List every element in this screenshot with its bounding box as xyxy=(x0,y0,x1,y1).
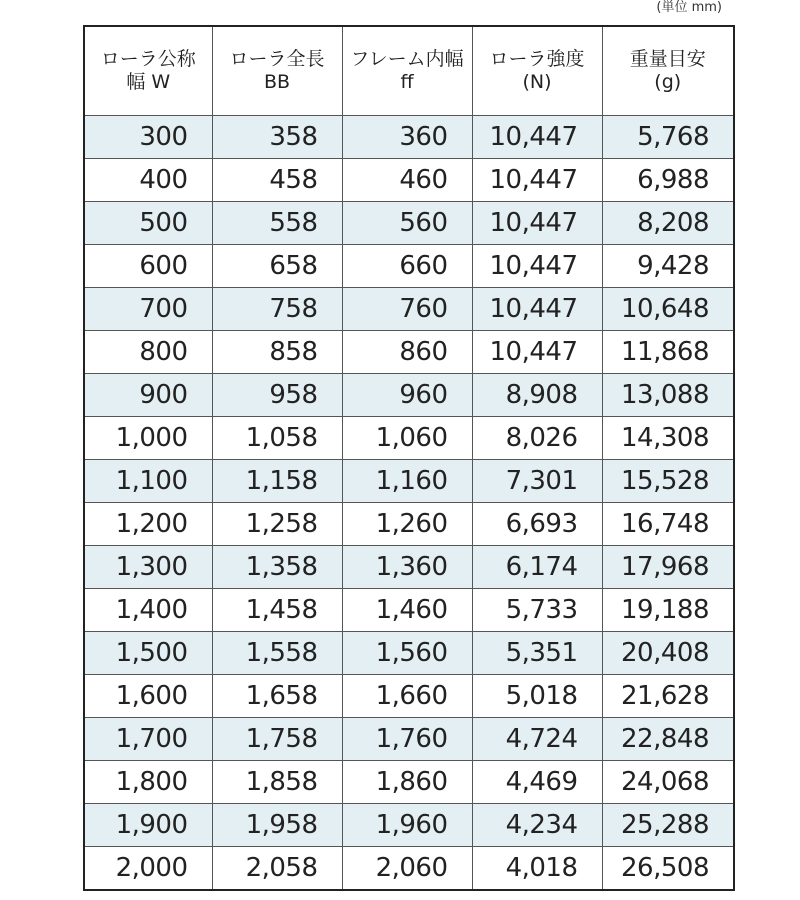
header-roller-strength xyxy=(472,26,602,116)
header-nominal-width-line1: ローラ公称 xyxy=(100,48,196,70)
cell-roller-length: 958 xyxy=(212,374,342,417)
cell-frame-inner-width: 860 xyxy=(342,331,472,374)
cell-roller-strength: 4,469 xyxy=(472,761,602,804)
cell-nominal-width: 1,600 xyxy=(84,675,212,718)
cell-weight-estimate: 5,768 xyxy=(602,116,734,159)
cell-weight-estimate: 19,188 xyxy=(602,589,734,632)
cell-frame-inner-width: 560 xyxy=(342,202,472,245)
cell-weight-estimate: 20,408 xyxy=(602,632,734,675)
cell-roller-strength: 5,351 xyxy=(472,632,602,675)
cell-roller-length: 658 xyxy=(212,245,342,288)
cell-nominal-width: 700 xyxy=(84,288,212,331)
cell-weight-estimate: 11,868 xyxy=(602,331,734,374)
cell-weight-estimate: 13,088 xyxy=(602,374,734,417)
cell-frame-inner-width: 1,160 xyxy=(342,460,472,503)
cell-nominal-width: 800 xyxy=(84,331,212,374)
cell-frame-inner-width: 1,660 xyxy=(342,675,472,718)
table-row xyxy=(84,589,734,632)
header-roller-length-line2: BB xyxy=(263,71,291,93)
table-row xyxy=(84,675,734,718)
cell-roller-length: 858 xyxy=(212,331,342,374)
cell-weight-estimate: 8,208 xyxy=(602,202,734,245)
cell-frame-inner-width: 1,260 xyxy=(342,503,472,546)
table-row xyxy=(84,288,734,331)
cell-roller-length: 1,758 xyxy=(212,718,342,761)
cell-roller-strength: 4,018 xyxy=(472,847,602,891)
cell-roller-length: 1,358 xyxy=(212,546,342,589)
table-row xyxy=(84,460,734,503)
cell-weight-estimate: 6,988 xyxy=(602,159,734,202)
table-row xyxy=(84,718,734,761)
header-roller-strength-line2: (N) xyxy=(522,71,552,93)
table-row xyxy=(84,116,734,159)
cell-roller-length: 558 xyxy=(212,202,342,245)
cell-nominal-width: 1,400 xyxy=(84,589,212,632)
cell-nominal-width: 2,000 xyxy=(84,847,212,891)
table-row xyxy=(84,417,734,460)
cell-frame-inner-width: 660 xyxy=(342,245,472,288)
cell-weight-estimate: 25,288 xyxy=(602,804,734,847)
cell-roller-length: 758 xyxy=(212,288,342,331)
header-nominal-width-line2: 幅 W xyxy=(126,71,171,93)
cell-roller-length: 1,658 xyxy=(212,675,342,718)
cell-roller-strength: 4,234 xyxy=(472,804,602,847)
cell-nominal-width: 400 xyxy=(84,159,212,202)
cell-roller-length: 1,058 xyxy=(212,417,342,460)
cell-roller-length: 1,258 xyxy=(212,503,342,546)
table-row xyxy=(84,847,734,891)
table-row xyxy=(84,804,734,847)
table-row xyxy=(84,546,734,589)
cell-roller-strength: 5,018 xyxy=(472,675,602,718)
cell-roller-strength: 8,026 xyxy=(472,417,602,460)
cell-roller-length: 1,858 xyxy=(212,761,342,804)
header-roller-strength-line1: ローラ強度 xyxy=(489,48,585,70)
table-row xyxy=(84,202,734,245)
cell-roller-strength: 10,447 xyxy=(472,245,602,288)
cell-roller-strength: 4,724 xyxy=(472,718,602,761)
cell-nominal-width: 1,300 xyxy=(84,546,212,589)
header-weight-estimate xyxy=(602,26,734,116)
cell-frame-inner-width: 1,860 xyxy=(342,761,472,804)
cell-weight-estimate: 21,628 xyxy=(602,675,734,718)
cell-roller-length: 1,158 xyxy=(212,460,342,503)
cell-weight-estimate: 14,308 xyxy=(602,417,734,460)
cell-weight-estimate: 22,848 xyxy=(602,718,734,761)
cell-roller-length: 2,058 xyxy=(212,847,342,891)
cell-nominal-width: 1,100 xyxy=(84,460,212,503)
cell-frame-inner-width: 760 xyxy=(342,288,472,331)
cell-nominal-width: 1,800 xyxy=(84,761,212,804)
cell-frame-inner-width: 1,460 xyxy=(342,589,472,632)
header-frame-inner-width-line2: ff xyxy=(400,71,414,93)
cell-roller-strength: 5,733 xyxy=(472,589,602,632)
header-frame-inner-width xyxy=(342,26,472,116)
cell-nominal-width: 1,000 xyxy=(84,417,212,460)
cell-frame-inner-width: 1,560 xyxy=(342,632,472,675)
cell-roller-length: 358 xyxy=(212,116,342,159)
cell-weight-estimate: 24,068 xyxy=(602,761,734,804)
table-row xyxy=(84,632,734,675)
cell-frame-inner-width: 960 xyxy=(342,374,472,417)
cell-frame-inner-width: 1,960 xyxy=(342,804,472,847)
header-roller-length xyxy=(212,26,342,116)
cell-nominal-width: 600 xyxy=(84,245,212,288)
cell-weight-estimate: 15,528 xyxy=(602,460,734,503)
cell-roller-strength: 6,174 xyxy=(472,546,602,589)
cell-nominal-width: 1,500 xyxy=(84,632,212,675)
roller-spec-table xyxy=(83,25,735,891)
header-frame-inner-width-line1: フレーム内幅 xyxy=(350,48,464,70)
cell-frame-inner-width: 1,360 xyxy=(342,546,472,589)
cell-roller-strength: 8,908 xyxy=(472,374,602,417)
cell-roller-strength: 10,447 xyxy=(472,159,602,202)
cell-weight-estimate: 10,648 xyxy=(602,288,734,331)
cell-roller-strength: 7,301 xyxy=(472,460,602,503)
cell-frame-inner-width: 1,760 xyxy=(342,718,472,761)
cell-roller-length: 1,958 xyxy=(212,804,342,847)
unit-note: (単位 mm) xyxy=(656,0,722,15)
cell-roller-strength: 10,447 xyxy=(472,202,602,245)
cell-roller-length: 1,558 xyxy=(212,632,342,675)
cell-frame-inner-width: 2,060 xyxy=(342,847,472,891)
cell-weight-estimate: 16,748 xyxy=(602,503,734,546)
cell-nominal-width: 500 xyxy=(84,202,212,245)
table-row xyxy=(84,245,734,288)
cell-nominal-width: 1,200 xyxy=(84,503,212,546)
table-row xyxy=(84,761,734,804)
cell-frame-inner-width: 1,060 xyxy=(342,417,472,460)
cell-frame-inner-width: 360 xyxy=(342,116,472,159)
cell-roller-strength: 10,447 xyxy=(472,288,602,331)
header-nominal-width xyxy=(84,26,212,116)
table-row xyxy=(84,159,734,202)
table-row xyxy=(84,374,734,417)
cell-roller-strength: 10,447 xyxy=(472,116,602,159)
header-weight-estimate-line1: 重量目安 xyxy=(629,48,706,70)
cell-frame-inner-width: 460 xyxy=(342,159,472,202)
cell-nominal-width: 1,700 xyxy=(84,718,212,761)
cell-roller-length: 458 xyxy=(212,159,342,202)
table-row xyxy=(84,503,734,546)
cell-roller-length: 1,458 xyxy=(212,589,342,632)
cell-roller-strength: 6,693 xyxy=(472,503,602,546)
header-weight-estimate-line2: (g) xyxy=(654,71,682,93)
cell-nominal-width: 1,900 xyxy=(84,804,212,847)
cell-weight-estimate: 17,968 xyxy=(602,546,734,589)
cell-nominal-width: 300 xyxy=(84,116,212,159)
cell-weight-estimate: 26,508 xyxy=(602,847,734,891)
table-header-row xyxy=(84,26,734,116)
table-body xyxy=(84,116,734,891)
cell-roller-strength: 10,447 xyxy=(472,331,602,374)
cell-weight-estimate: 9,428 xyxy=(602,245,734,288)
table-row xyxy=(84,331,734,374)
cell-nominal-width: 900 xyxy=(84,374,212,417)
header-roller-length-line1: ローラ全長 xyxy=(229,48,325,70)
